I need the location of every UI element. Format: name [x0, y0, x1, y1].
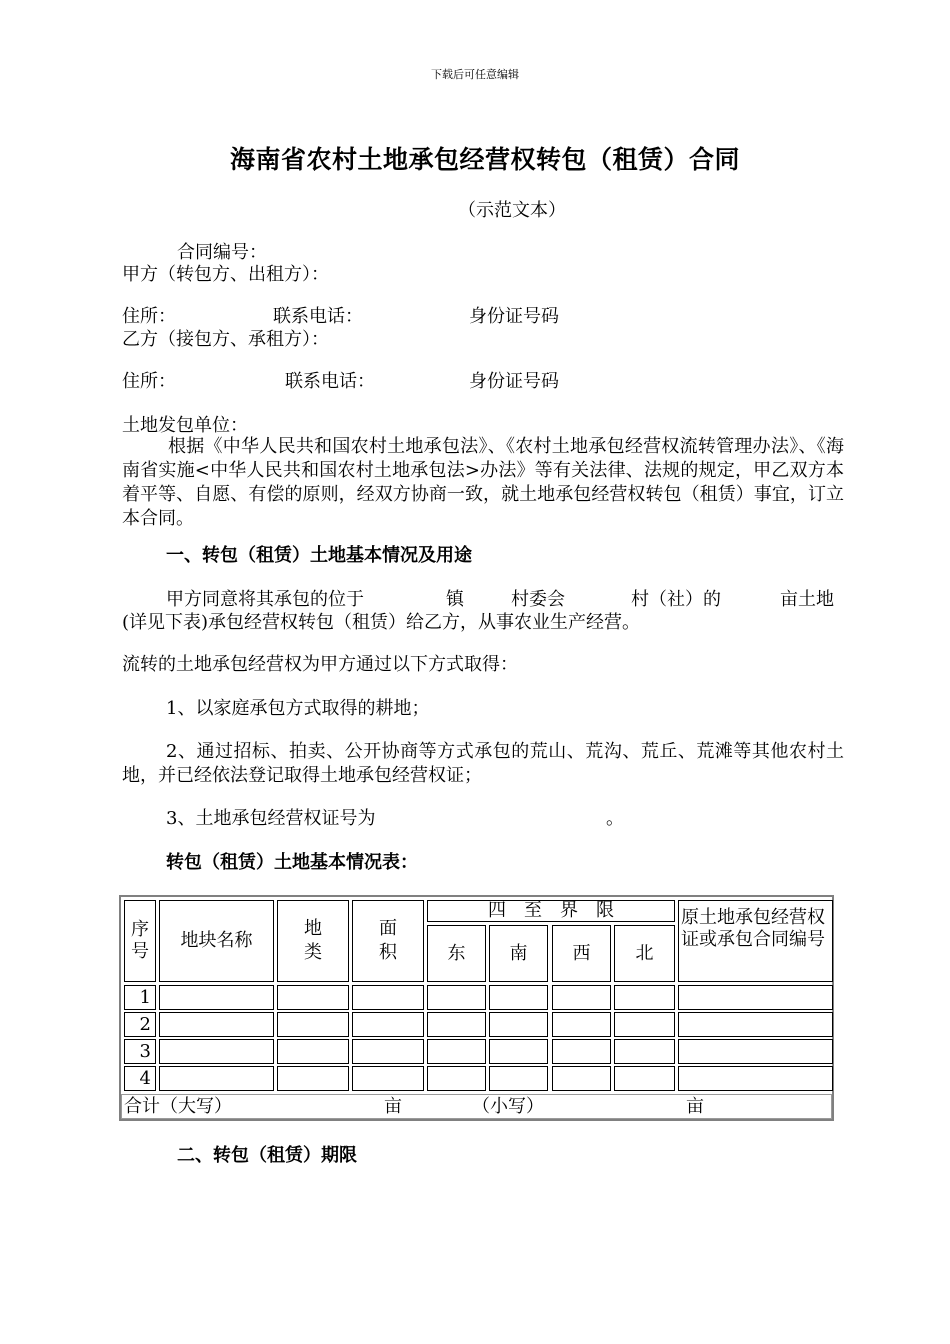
page-header-note: 下载后可任意编辑 [431, 68, 519, 81]
party-b-address-label: 住所： [122, 371, 176, 392]
row-north [614, 1039, 675, 1064]
header-south [489, 925, 548, 982]
row-east [427, 1012, 486, 1037]
s1-p1-mu: 亩土地 [780, 589, 834, 610]
row-plot-name [159, 1039, 274, 1064]
row-seq: 2 [124, 1012, 156, 1037]
party-a-address-label: 住所： [122, 306, 176, 327]
header-south-label: 南 [509, 942, 528, 964]
header-land-type [277, 900, 349, 982]
basis-paragraph: 根据《中华人民共和国农村土地承包法》、《农村土地承包经营权流转管理办法》、《海南省实施<中华人民共和国农村土地承包法>办法》等有关法律、法规的规定，甲乙双方本着平等、自愿、有偿的原则，经双方协商一致，就土地承包经营权转包（租赁）事宜，订立本合同。 [122, 436, 844, 529]
s1-p1-town: 镇 [446, 589, 464, 610]
header-cert-no [678, 900, 833, 982]
row-west [552, 985, 611, 1010]
section-2-title: 二、转包（租赁）期限 [177, 1145, 357, 1166]
header-plot-name [159, 900, 274, 982]
s1-p2: 流转的土地承包经营权为甲方通过以下方式取得： [122, 654, 518, 675]
header-land-type-label: 地类 [304, 918, 322, 963]
party-a-phone-label: 联系电话： [273, 306, 363, 327]
header-boundaries [427, 900, 675, 922]
row-plot-name [159, 985, 274, 1010]
party-a-label: 甲方（转包方、出租方）： [122, 264, 329, 285]
total-mu-large: 亩 [384, 1096, 402, 1117]
row-south [489, 1039, 548, 1064]
party-a-id-label: 身份证号码 [469, 306, 559, 327]
party-b-phone-label: 联系电话： [285, 371, 375, 392]
row-land-type [277, 985, 349, 1010]
row-seq: 1 [124, 985, 156, 1010]
row-land-type [277, 1012, 349, 1037]
s1-item-3-end: 。 [606, 808, 624, 829]
header-west [552, 925, 611, 982]
header-east-label: 东 [447, 942, 466, 964]
total-row [121, 1094, 832, 1119]
s1-item-3: 3、土地承包经营权证号为 [166, 808, 376, 829]
s1-p1-village: 村委会 [511, 589, 565, 610]
row-south [489, 985, 548, 1010]
row-west [552, 1039, 611, 1064]
row-area [352, 1012, 424, 1037]
header-north [614, 925, 675, 982]
row-south [489, 1012, 548, 1037]
row-plot-name [159, 1012, 274, 1037]
header-plot-name-label: 地块名称 [180, 930, 253, 951]
document-title: 海南省农村土地承包经营权转包（租赁）合同 [229, 145, 740, 174]
row-land-type [277, 1039, 349, 1064]
s1-p1-rest: (详见下表)承包经营权转包（租赁）给乙方，从事农业生产经营。 [122, 612, 641, 633]
row-cert-no [678, 1066, 833, 1091]
row-area [352, 985, 424, 1010]
row-plot-name [159, 1066, 274, 1091]
document-subtitle: （示范文本） [458, 200, 566, 221]
party-b-label: 乙方（接包方、承租方）： [122, 329, 329, 350]
row-west [552, 1066, 611, 1091]
header-cert-no-label: 原土地承包经营权证或承包合同编号 [681, 907, 825, 950]
row-north [614, 1012, 675, 1037]
header-east [427, 925, 486, 982]
row-land-type [277, 1066, 349, 1091]
row-area [352, 1066, 424, 1091]
party-b-id-label: 身份证号码 [469, 371, 559, 392]
table-title: 转包（租赁）土地基本情况表： [166, 852, 418, 873]
row-east [427, 985, 486, 1010]
row-cert-no [678, 985, 833, 1010]
land-info-table [119, 895, 834, 1121]
contract-number-label: 合同编号： [177, 242, 267, 263]
row-south [489, 1066, 548, 1091]
row-east [427, 1039, 486, 1064]
row-north [614, 985, 675, 1010]
s1-item-2: 2、通过招标、拍卖、公开协商等方式承包的荒山、荒沟、荒丘、荒滩等其他农村土地，并已经依法登记取得土地承包经营权证； [122, 741, 844, 786]
total-label: 合计（大写） [124, 1096, 232, 1117]
s1-p1-group: 村（社）的 [631, 589, 721, 610]
total-mu-small: 亩 [686, 1096, 704, 1117]
section-1-title: 一、转包（租赁）土地基本情况及用途 [166, 545, 472, 566]
row-north [614, 1066, 675, 1091]
header-seq-label: 序号 [131, 919, 149, 962]
row-area [352, 1039, 424, 1064]
header-boundaries-label: 四 至 界 限 [488, 900, 614, 921]
row-cert-no [678, 1012, 833, 1037]
header-seq [124, 900, 156, 982]
row-seq: 3 [124, 1039, 156, 1064]
header-west-label: 西 [572, 942, 591, 964]
header-north-label: 北 [635, 942, 654, 964]
row-east [427, 1066, 486, 1091]
row-seq: 4 [124, 1066, 156, 1091]
s1-item-1: 1、以家庭承包方式取得的耕地； [166, 698, 430, 719]
total-small-label: （小写） [472, 1096, 544, 1117]
header-area [352, 900, 424, 982]
row-cert-no [678, 1039, 833, 1064]
header-area-label: 面积 [379, 918, 397, 963]
s1-p1-intro: 甲方同意将其承包的位于 [166, 589, 364, 610]
row-west [552, 1012, 611, 1037]
land-unit-label: 土地发包单位： [122, 415, 248, 436]
